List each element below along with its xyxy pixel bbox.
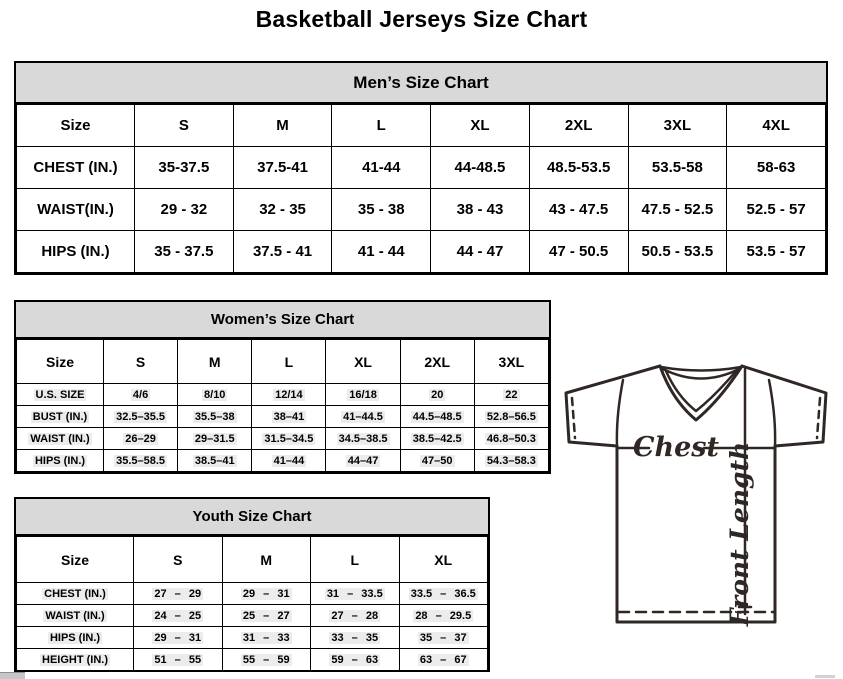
table-cell [431,231,530,273]
column-header: S [134,537,223,583]
table-cell [399,627,488,649]
table-cell [222,583,311,605]
cell-value: 25 – 27 [242,609,290,622]
column-header: Size [17,105,135,147]
cell-value: 37.5-41 [257,159,308,176]
header-row [17,340,549,384]
table-cell [474,428,548,450]
mens-chart-table [16,104,826,273]
cell-value: 27 – 28 [331,609,379,622]
table-cell [135,189,234,231]
table-cell [252,428,326,450]
table-row [17,627,488,649]
womens-chart-table-container [16,339,549,472]
cell-value: 22 [505,388,518,401]
table-cell [104,384,178,406]
cell-value: 38.5–41 [194,454,235,467]
cell-value: 31.5–34.5 [264,432,314,445]
table-cell [104,450,178,472]
youth-chart-table [16,536,488,671]
table-cell [332,147,431,189]
cell-value: 35 - 37.5 [154,243,214,260]
table-cell [628,147,727,189]
table-cell [332,231,431,273]
column-header: S [135,105,234,147]
row-label-text: CHEST (IN.) [44,587,106,600]
cell-value: 35 – 37 [419,631,467,644]
column-header: XL [399,537,488,583]
row-label [17,428,104,450]
cell-value: 44.5–48.5 [412,410,462,423]
cell-value: 38 - 43 [456,201,504,218]
cell-value: 29 – 31 [242,587,290,600]
jersey-right-cuff-stitch [817,398,820,438]
cell-value: 47 - 50.5 [549,243,609,260]
cell-value: 26–29 [125,432,156,445]
cell-value: 41–44 [273,454,305,467]
row-label [17,627,134,649]
cell-value: 47.5 - 52.5 [641,201,714,218]
table-cell [326,406,400,428]
table-cell [399,649,488,671]
row-label [17,231,135,273]
row-label-text: CHEST (IN.) [33,159,118,176]
youth-size-chart [14,497,490,672]
table-cell [222,627,311,649]
table-cell [222,649,311,671]
row-label-text: HEIGHT (IN.) [42,653,108,666]
cell-value: 29 – 31 [154,631,202,644]
cell-value: 4/6 [132,388,149,401]
table-cell [134,583,223,605]
table-cell [529,189,628,231]
table-cell [332,189,431,231]
table-cell [400,450,474,472]
row-label-text: WAIST (IN.) [30,432,90,445]
table-cell [727,189,826,231]
cell-value: 35.5–38 [194,410,235,423]
row-label-text: WAIST (IN.) [45,609,105,622]
table-cell [311,605,400,627]
horizontal-scrollbar-fragment [815,675,835,678]
column-header: 3XL [474,340,548,384]
column-header: M [178,340,252,384]
cell-value: 35.5–58.5 [116,454,166,467]
cell-value: 32.5–35.5 [116,410,166,423]
cell-value: 20 [431,388,444,401]
cell-value: 37.5 - 41 [252,243,313,260]
table-cell [104,406,178,428]
column-header: Size [17,340,104,384]
column-header: M [233,105,332,147]
cell-value: 34.5–38.5 [338,432,388,445]
womens-size-chart [14,300,551,474]
jersey-measurement-diagram [555,358,837,630]
table-row [17,384,549,406]
row-label-text: HIPS (IN.) [34,454,86,467]
row-label [17,189,135,231]
table-cell [178,384,252,406]
column-header: L [252,340,326,384]
row-label [17,384,104,406]
table-cell [326,450,400,472]
jersey-right-armhole-seam [769,380,775,446]
jersey-outline [566,366,826,622]
table-cell [529,231,628,273]
table-cell [233,147,332,189]
table-cell [727,147,826,189]
table-cell [222,605,311,627]
cell-value: 33.5 – 36.5 [410,587,476,600]
cell-value: 41–44.5 [343,410,383,423]
table-row [17,605,488,627]
cell-value: 47–50 [421,454,453,467]
cell-value: 12/14 [275,388,303,401]
table-cell [400,384,474,406]
womens-chart-table [16,339,549,472]
row-label-text: BUST (IN.) [32,410,88,423]
cell-value: 8/10 [204,388,226,401]
cell-value: 52.5 - 57 [746,201,806,218]
table-cell [178,428,252,450]
cell-value: 29 - 32 [160,201,208,218]
column-header: 2XL [400,340,474,384]
table-cell [233,189,332,231]
cell-value: 32 - 35 [259,201,306,218]
page-title: Basketball Jerseys Size Chart [255,6,588,32]
table-cell [311,627,400,649]
cell-value: 31 – 33 [242,631,290,644]
row-label-text: HIPS (IN.) [41,243,110,260]
youth-chart-title: Youth Size Chart [16,499,488,536]
table-cell [326,384,400,406]
table-cell [135,147,234,189]
table-cell [311,649,400,671]
cell-value: 35-37.5 [158,159,210,176]
table-cell [474,406,548,428]
column-header: XL [431,105,530,147]
mens-chart-table-container [16,104,826,273]
table-cell [104,428,178,450]
row-label [17,450,104,472]
table-row [17,428,549,450]
table-cell [134,649,223,671]
table-cell [252,406,326,428]
table-cell [474,450,548,472]
table-cell [311,583,400,605]
header-row [17,537,488,583]
table-cell [431,147,530,189]
womens-chart-title: Women’s Size Chart [16,302,549,339]
table-cell [727,231,826,273]
cell-value: 43 - 47.5 [549,201,609,218]
cell-value: 53.5 - 57 [746,243,806,260]
column-header: 4XL [727,105,826,147]
cell-value: 38.5–42.5 [412,432,462,445]
table-cell [529,147,628,189]
column-header: 3XL [628,105,727,147]
table-cell [178,450,252,472]
cell-value: 50.5 - 53.5 [641,243,714,260]
chest-measure-label: Chest [633,432,719,463]
table-cell [134,605,223,627]
cell-value: 46.8–50.3 [486,432,536,445]
table-row [17,406,549,428]
column-header: XL [326,340,400,384]
horizontal-scrollbar-thumb[interactable] [0,672,25,679]
table-row [17,450,549,472]
column-header: Size [17,537,134,583]
table-row [17,147,826,189]
cell-value: 24 – 25 [154,609,202,622]
table-cell [628,189,727,231]
cell-value: 44-48.5 [454,159,506,176]
cell-value: 44 - 47 [456,243,504,260]
cell-value: 54.3–58.3 [486,454,536,467]
column-header: L [311,537,400,583]
cell-value: 29–31.5 [194,432,235,445]
cell-value: 51 – 55 [154,653,202,666]
cell-value: 28 – 29.5 [415,609,472,622]
jersey-left-cuff-stitch [572,398,575,438]
cell-value: 31 – 33.5 [326,587,383,600]
mens-chart-title: Men’s Size Chart [16,63,826,104]
cell-value: 41-44 [362,159,401,176]
row-label-text: HIPS (IN.) [49,631,101,644]
mens-size-chart [14,61,828,275]
table-row [17,649,488,671]
table-cell [178,406,252,428]
table-cell [135,231,234,273]
cell-value: 41 - 44 [357,243,405,260]
row-label-text: U.S. SIZE [35,388,85,401]
youth-chart-table-container [16,536,488,671]
table-cell [134,627,223,649]
row-label [17,605,134,627]
cell-value: 58-63 [756,159,796,176]
cell-value: 38–41 [273,410,305,423]
jersey-left-armhole-seam [617,380,623,446]
table-cell [399,605,488,627]
header-row [17,105,826,147]
cell-value: 35 - 38 [357,201,405,218]
cell-value: 27 – 29 [154,587,202,600]
table-row [17,583,488,605]
cell-value: 55 – 59 [242,653,290,666]
table-cell [628,231,727,273]
column-header: L [332,105,431,147]
row-label [17,147,135,189]
row-label [17,406,104,428]
table-cell [431,189,530,231]
cell-value: 48.5-53.5 [546,159,611,176]
table-cell [233,231,332,273]
front-length-measure-label: Front Length [725,441,754,627]
row-label-text: WAIST(IN.) [37,201,114,218]
jersey-collar-back-top [661,367,741,371]
column-header: M [222,537,311,583]
column-header: S [104,340,178,384]
table-row [17,189,826,231]
table-cell [399,583,488,605]
table-cell [400,406,474,428]
column-header: 2XL [529,105,628,147]
cell-value: 52.8–56.5 [486,410,536,423]
table-cell [400,428,474,450]
cell-value: 59 – 63 [331,653,379,666]
table-cell [474,384,548,406]
table-row [17,231,826,273]
cell-value: 16/18 [349,388,377,401]
table-cell [252,384,326,406]
cell-value: 33 – 35 [331,631,379,644]
row-label [17,649,134,671]
table-cell [252,450,326,472]
cell-value: 44–47 [347,454,379,467]
table-cell [326,428,400,450]
row-label [17,583,134,605]
cell-value: 63 – 67 [419,653,467,666]
cell-value: 53.5-58 [651,159,703,176]
